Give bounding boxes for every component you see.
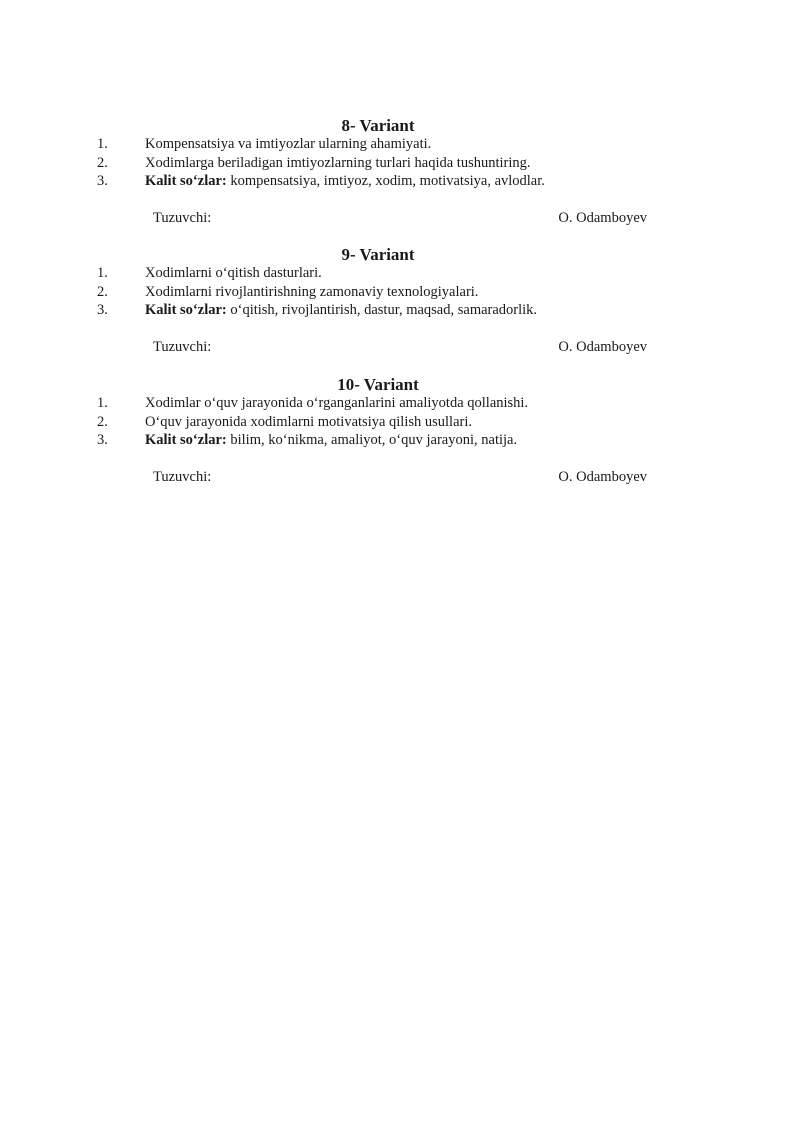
composer-name: O. Odamboyev xyxy=(558,468,647,485)
question-text: Kompensatsiya va imtiyozlar ularning ahamiyati. xyxy=(145,136,432,152)
composer-label: Tuzuvchi: xyxy=(153,209,212,226)
question-item xyxy=(97,283,647,302)
question-number: 2. xyxy=(97,154,108,171)
question-item xyxy=(97,135,647,154)
question-item xyxy=(97,264,647,283)
signature-line xyxy=(97,338,647,357)
question-number: 1. xyxy=(97,265,108,281)
composer-name: O. Odamboyev xyxy=(558,338,647,355)
question-text: Xodimlarga beriladigan imtiyozlarning turlari haqida tushuntiring. xyxy=(145,154,531,171)
composer-label: Tuzuvchi: xyxy=(153,468,212,485)
keywords-line xyxy=(145,431,647,450)
question-item xyxy=(97,301,647,320)
question-number: 2. xyxy=(97,283,108,300)
question-number: 2. xyxy=(97,413,108,430)
question-text: O‘quv jarayonida xodimlarni motivatsiya qilish usullari. xyxy=(145,413,473,430)
variant-9-section xyxy=(97,245,647,357)
question-text: Xodimlar o‘quv jarayonida o‘rganganlarini amaliyotda qollanishi. xyxy=(145,395,529,411)
keywords-label: Kalit so‘zlar: xyxy=(145,302,227,318)
question-item xyxy=(97,394,647,413)
question-number: 1. xyxy=(97,395,108,411)
question-item xyxy=(97,431,647,450)
variant-title: 8- Variant xyxy=(341,116,415,135)
variant-title: 9- Variant xyxy=(341,245,415,264)
question-item xyxy=(97,413,647,432)
keywords-label: Kalit so‘zlar: xyxy=(145,173,227,189)
question-text: Xodimlarni rivojlantirishning zamonaviy texnologiyalari. xyxy=(145,283,479,300)
question-item xyxy=(97,172,647,191)
question-number: 1. xyxy=(97,136,108,152)
question-item xyxy=(97,154,647,173)
keywords-text: kompensatsiya, imtiyoz, xodim, motivatsiya, avlodlar. xyxy=(226,173,545,189)
signature-line xyxy=(97,468,647,487)
variant-8-section xyxy=(97,116,647,228)
keywords-line xyxy=(145,301,647,320)
question-text: Xodimlarni o‘qitish dasturlari. xyxy=(145,265,322,281)
keywords-label: Kalit so‘zlar: xyxy=(145,432,227,448)
question-number: 3. xyxy=(97,302,108,318)
question-number: 3. xyxy=(97,432,108,448)
variant-10-section xyxy=(97,375,647,487)
question-number: 3. xyxy=(97,173,108,189)
variant-title: 10- Variant xyxy=(337,375,419,394)
composer-name: O. Odamboyev xyxy=(558,209,647,226)
keywords-text: o‘qitish, rivojlantirish, dastur, maqsad, samaradorlik. xyxy=(226,302,538,318)
keywords-text: bilim, ko‘nikma, amaliyot, o‘quv jarayoni, natija. xyxy=(226,432,518,448)
keywords-line xyxy=(145,172,647,191)
signature-line xyxy=(97,209,647,228)
composer-label: Tuzuvchi: xyxy=(153,338,212,355)
